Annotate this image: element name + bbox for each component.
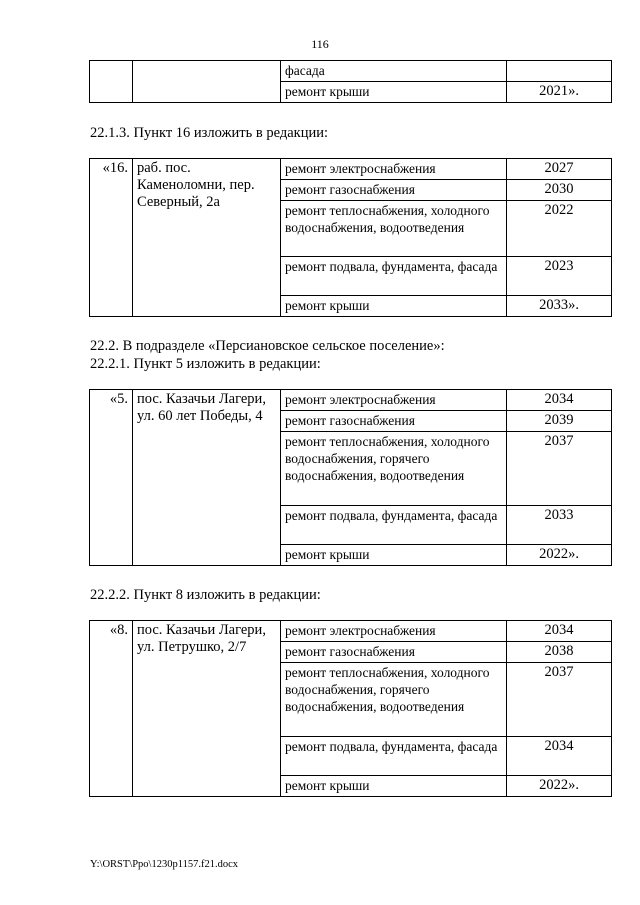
year-cell: 2022». xyxy=(507,776,612,797)
work-cell: ремонт подвала, фундамента, фасада xyxy=(281,506,507,545)
year-cell: 2034 xyxy=(507,621,612,642)
work-cell: ремонт электроснабжения xyxy=(281,390,507,411)
year-cell: 2027 xyxy=(507,159,612,180)
item-address: пос. Казачьи Лагери, ул. 60 лет Победы, 4 xyxy=(133,390,281,566)
work-cell: ремонт теплоснабжения, холодного водоснабжения, горячего водоснабжения, водоотведения xyxy=(281,663,507,737)
year-cell: 2023 xyxy=(507,257,612,296)
item-number: «8. xyxy=(90,621,133,797)
paragraph: 22.1.3. Пункт 16 изложить в редакции: xyxy=(90,125,329,141)
year-cell: 2021». xyxy=(507,82,612,103)
table-row xyxy=(90,621,612,642)
address-cell xyxy=(133,61,281,103)
item-16-table xyxy=(89,158,612,317)
year-cell: 2038 xyxy=(507,642,612,663)
paragraph: 22.2.1. Пункт 5 изложить в редакции: xyxy=(90,356,321,372)
year-cell: 2037 xyxy=(507,432,612,506)
year-cell: 2030 xyxy=(507,180,612,201)
table-row xyxy=(90,390,612,411)
year-cell: 2034 xyxy=(507,737,612,776)
year-cell xyxy=(507,61,612,82)
work-cell: ремонт газоснабжения xyxy=(281,642,507,663)
work-cell: ремонт теплоснабжения, холодного водоснабжения, водоотведения xyxy=(281,201,507,257)
year-cell: 2037 xyxy=(507,663,612,737)
file-path-footer: Y:\ORST\Ppo\1230p1157.f21.docx xyxy=(90,859,238,870)
table-row xyxy=(90,61,612,82)
item-8-table xyxy=(89,620,612,797)
work-cell: ремонт теплоснабжения, холодного водоснабжения, горячего водоснабжения, водоотведения xyxy=(281,432,507,506)
year-cell: 2033». xyxy=(507,296,612,317)
work-cell: ремонт электроснабжения xyxy=(281,159,507,180)
work-cell: ремонт крыши xyxy=(281,296,507,317)
work-cell: фасада xyxy=(281,61,507,82)
continuation-table xyxy=(89,60,612,103)
item-address: раб. пос. Каменоломни, пер. Северный, 2а xyxy=(133,159,281,317)
year-cell: 2034 xyxy=(507,390,612,411)
work-cell: ремонт крыши xyxy=(281,776,507,797)
year-cell: 2039 xyxy=(507,411,612,432)
work-cell: ремонт подвала, фундамента, фасада xyxy=(281,737,507,776)
work-cell: ремонт крыши xyxy=(281,82,507,103)
work-cell: ремонт подвала, фундамента, фасада xyxy=(281,257,507,296)
item-5-table xyxy=(89,389,612,566)
item-address: пос. Казачьи Лагери, ул. Петрушко, 2/7 xyxy=(133,621,281,797)
paragraph: 22.2. В подразделе «Персиановское сельское поселение»: xyxy=(90,338,445,354)
paragraph: 22.2.2. Пункт 8 изложить в редакции: xyxy=(90,587,321,603)
work-cell: ремонт газоснабжения xyxy=(281,180,507,201)
item-number: «16. xyxy=(90,159,133,317)
table-row xyxy=(90,159,612,180)
year-cell: 2022 xyxy=(507,201,612,257)
year-cell: 2022». xyxy=(507,545,612,566)
num-cell xyxy=(90,61,133,103)
work-cell: ремонт электроснабжения xyxy=(281,621,507,642)
year-cell: 2033 xyxy=(507,506,612,545)
work-cell: ремонт газоснабжения xyxy=(281,411,507,432)
item-number: «5. xyxy=(90,390,133,566)
work-cell: ремонт крыши xyxy=(281,545,507,566)
page-number: 116 xyxy=(311,37,329,51)
